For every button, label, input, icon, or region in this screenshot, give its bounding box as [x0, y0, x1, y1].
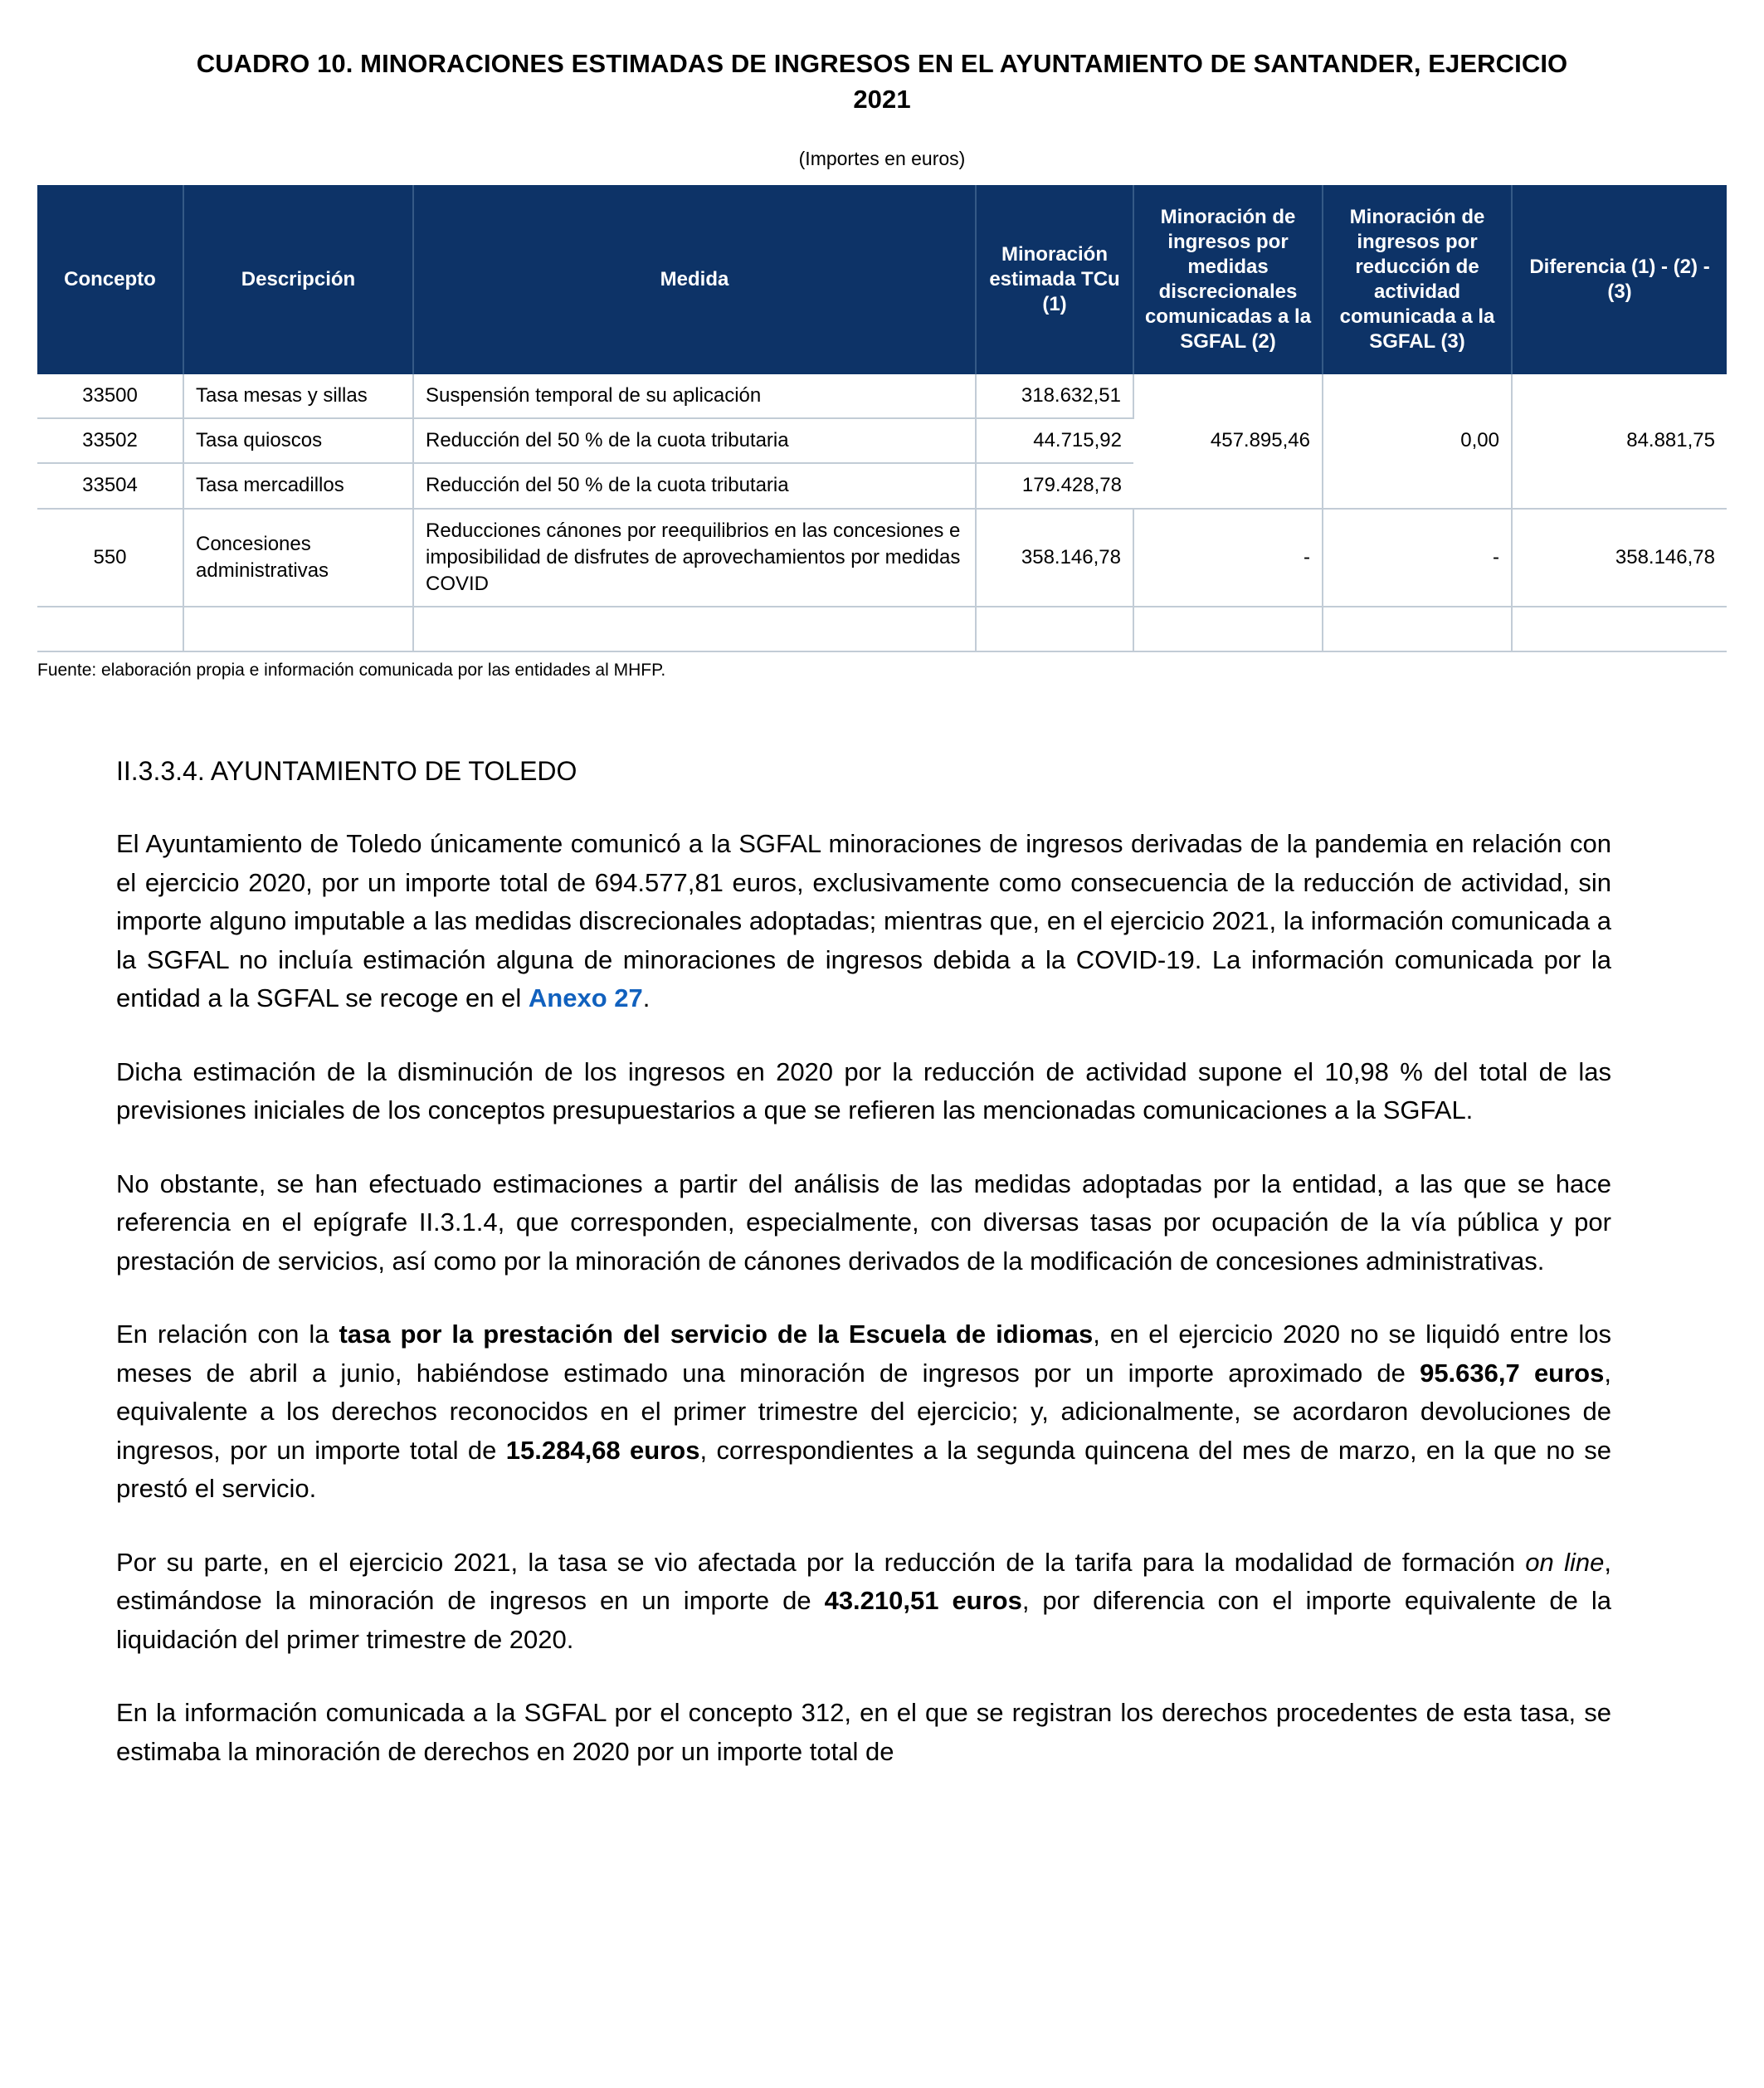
cell-medida: Reducción del 50 % de la cuota tributaria — [413, 463, 976, 508]
paragraph-4-text-d: , equivalente a los derechos reconocidos en el primer trimestre del ejercicio; y, adicionalmente, se acordaron devoluciones de ingresos, por un importe total de — [116, 1358, 1611, 1465]
total-label: TOTAL — [413, 607, 976, 651]
cell-diferencia: 84.881,75 — [1512, 374, 1727, 508]
total-reduccion-actividad: 0,00 — [1323, 607, 1512, 651]
paragraph-5-text-b: , estimándose la minoración de ingresos en un importe de — [116, 1547, 1611, 1616]
paragraph-5-text-a: Por su parte, en el ejercicio 2021, la tasa se vio afectada por la reducción de la tarifa para la modalidad de formación — [116, 1547, 1526, 1577]
cell-medida: Reducciones cánones por reequilibrios en las concesiones e imposibilidad de disfrutes de aprovechamientos por medidas COVID — [413, 509, 976, 607]
cell-descripcion: Concesiones administrativas — [183, 509, 413, 607]
table-container — [0, 185, 1764, 652]
anexo-27-link[interactable]: Anexo 27 — [528, 983, 643, 1013]
paragraph-1 — [116, 825, 1611, 1018]
table-row — [37, 374, 1727, 418]
column-header-concepto: Concepto — [37, 185, 183, 374]
paragraph-5-italic-on-line: on line — [1525, 1547, 1605, 1577]
table-row — [37, 509, 1727, 607]
cell-medida: Reducción del 50 % de la cuota tributaria — [413, 418, 976, 463]
paragraph-5 — [116, 1544, 1611, 1660]
table-units-note: (Importes en euros) — [798, 147, 966, 169]
total-empty-concepto — [37, 607, 183, 651]
paragraph-4-bold-amount-1: 95.636,7 euros — [1420, 1358, 1605, 1388]
table-total-row — [37, 607, 1727, 651]
minoraciones-table — [37, 185, 1727, 652]
paragraph-4-bold-amount-2: 15.284,68 euros — [505, 1435, 700, 1465]
cell-reduccion-actividad: 0,00 — [1323, 374, 1512, 508]
cell-descripcion: Tasa quioscos — [183, 418, 413, 463]
table-title: CUADRO 10. MINORACIONES ESTIMADAS DE INGRESOS EN EL AYUNTAMIENTO DE SANTANDER, EJERCICIO 2021 — [196, 49, 1568, 114]
cell-minoracion-tcu: 44.715,92 — [976, 418, 1133, 463]
total-minoracion-tcu: 900.923,99 — [976, 607, 1133, 651]
cell-concepto: 33504 — [37, 463, 183, 508]
paragraph-4-text-c: , en el ejercicio 2020 no se liquidó entre los meses de abril a junio, habiéndose estimado una minoración de ingresos por un importe aproximado de — [116, 1320, 1611, 1388]
body-content — [0, 754, 1764, 1772]
column-header-medida: Medida — [413, 185, 976, 374]
column-header-minoracion-tcu: Minoración estimada TCu (1) — [976, 185, 1133, 374]
column-header-reduccion-actividad: Minoración de ingresos por reducción de actividad comunicada a la SGFAL (3) — [1323, 185, 1512, 374]
cell-concepto: 33500 — [37, 374, 183, 418]
cell-minoracion-tcu: 318.632,51 — [976, 374, 1133, 418]
cell-reduccion-actividad: - — [1323, 509, 1512, 607]
cell-concepto: 33502 — [37, 418, 183, 463]
cell-discrecionales: 457.895,46 — [1133, 374, 1323, 508]
paragraph-4-bold-escuela-idiomas: tasa por la prestación del servicio de la Escuela de idiomas — [339, 1320, 1094, 1349]
total-empty-descripcion — [183, 607, 413, 651]
paragraph-4-text-e: , correspondientes a la segunda quincena del mes de marzo, en la que no se prestó el servicio. — [116, 1435, 1611, 1504]
paragraph-2: Dicha estimación de la disminución de los ingresos en 2020 por la reducción de actividad supone el 10,98 % del total de las previsiones iniciales de los conceptos presupuestarios a que se refieren las mencionadas comunicaciones a la SGFAL. — [116, 1056, 1611, 1125]
paragraph-5-text-c: , por diferencia con el importe equivalente de la liquidación del primer trimestre de 2020. — [116, 1586, 1611, 1654]
total-diferencia: 443.028,53 — [1512, 607, 1727, 651]
cell-discrecionales: - — [1133, 509, 1323, 607]
table-header-row — [37, 185, 1727, 374]
paragraph-4 — [116, 1315, 1611, 1509]
cell-medida: Suspensión temporal de su aplicación — [413, 374, 976, 418]
paragraph-1-text-a: El Ayuntamiento de Toledo únicamente comunicó a la SGFAL minoraciones de ingresos derivadas de la pandemia en relación con el ejercicio 2020, por un importe total de 694.577,81 euros, exclusivamente como consecuencia de la reducción de actividad, sin importe alguno imputable a las medidas discrecionales adoptadas; mientras que, en el ejercicio 2021, la información comunicada a la SGFAL no incluía estimación alguna de minoraciones de ingresos debida a la COVID-19. La información comunicada por la entidad a la SGFAL se recoge en el — [116, 829, 1611, 1013]
column-header-descripcion: Descripción — [183, 185, 413, 374]
table-source-note: Fuente: elaboración propia e información comunicada por las entidades al MHFP. — [37, 661, 666, 681]
cell-diferencia: 358.146,78 — [1512, 509, 1727, 607]
cell-minoracion-tcu: 358.146,78 — [976, 509, 1133, 607]
cell-minoracion-tcu: 179.428,78 — [976, 463, 1133, 508]
section-heading: II.3.3.4. AYUNTAMIENTO DE TOLEDO — [116, 755, 577, 786]
paragraph-6: En la información comunicada a la SGFAL por el concepto 312, en el que se registran los derechos procedentes de esta tasa, se estimaba la minoración de derechos en 2020 por un importe total de — [116, 1698, 1611, 1766]
cell-descripcion: Tasa mesas y sillas — [183, 374, 413, 418]
paragraph-5-bold-amount: 43.210,51 euros — [824, 1586, 1022, 1616]
cell-concepto: 550 — [37, 509, 183, 607]
column-header-diferencia: Diferencia (1) - (2) - (3) — [1512, 185, 1727, 374]
paragraph-4-text-a: En relación con la — [116, 1320, 339, 1349]
paragraph-3: No obstante, se han efectuado estimaciones a partir del análisis de las medidas adoptadas por la entidad, a las que se hace referencia en el epígrafe II.3.1.4, que corresponden, especialmente, con diversas tasas por ocupación de la vía pública y por prestación de servicios, así como por la minoración de cánones derivados de la modificación de concesiones administrativas. — [116, 1168, 1611, 1276]
paragraph-1-text-b: . — [642, 983, 651, 1013]
total-discrecionales: 457.895,46 — [1133, 607, 1323, 651]
column-header-discrecionales: Minoración de ingresos por medidas discrecionales comunicadas a la SGFAL (2) — [1133, 185, 1323, 374]
cell-descripcion: Tasa mercadillos — [183, 463, 413, 508]
